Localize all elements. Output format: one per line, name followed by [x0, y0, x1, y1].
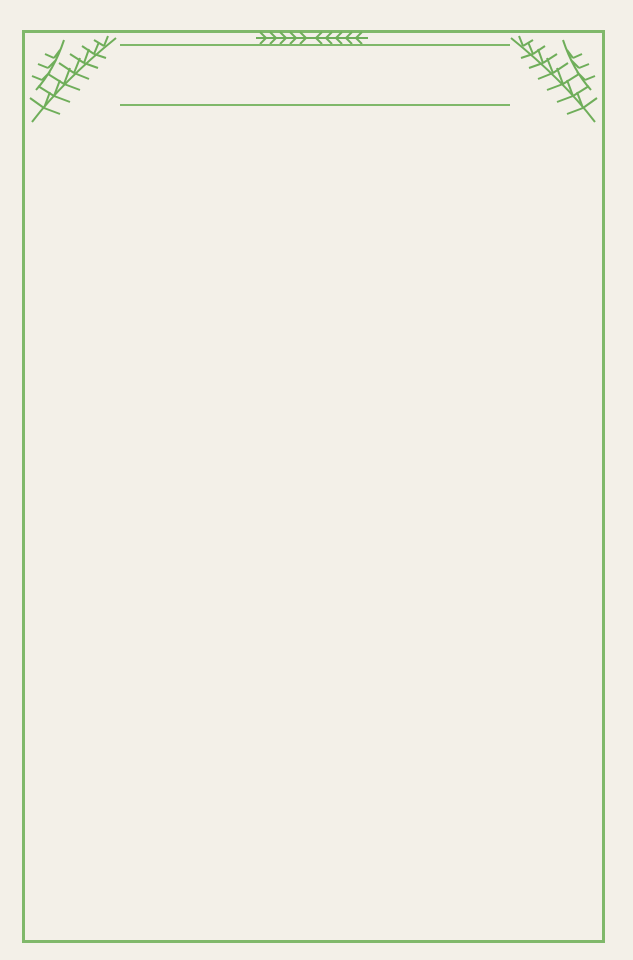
- staff-3: [35, 297, 593, 339]
- fir-branch-right-icon: [503, 30, 603, 130]
- title-band: [22, 34, 605, 114]
- lyric-row-7: [35, 578, 595, 596]
- title-rule-bottom: [120, 104, 510, 106]
- title-rule-top: [120, 44, 510, 46]
- staff-1: [35, 178, 593, 220]
- staff-2: [35, 237, 593, 279]
- fir-branch-left-icon: [24, 30, 124, 130]
- verses: [130, 614, 570, 630]
- staff-7: [35, 531, 593, 573]
- staff-5: [35, 415, 593, 457]
- staff-4: [35, 356, 593, 398]
- staff-6: [35, 473, 593, 515]
